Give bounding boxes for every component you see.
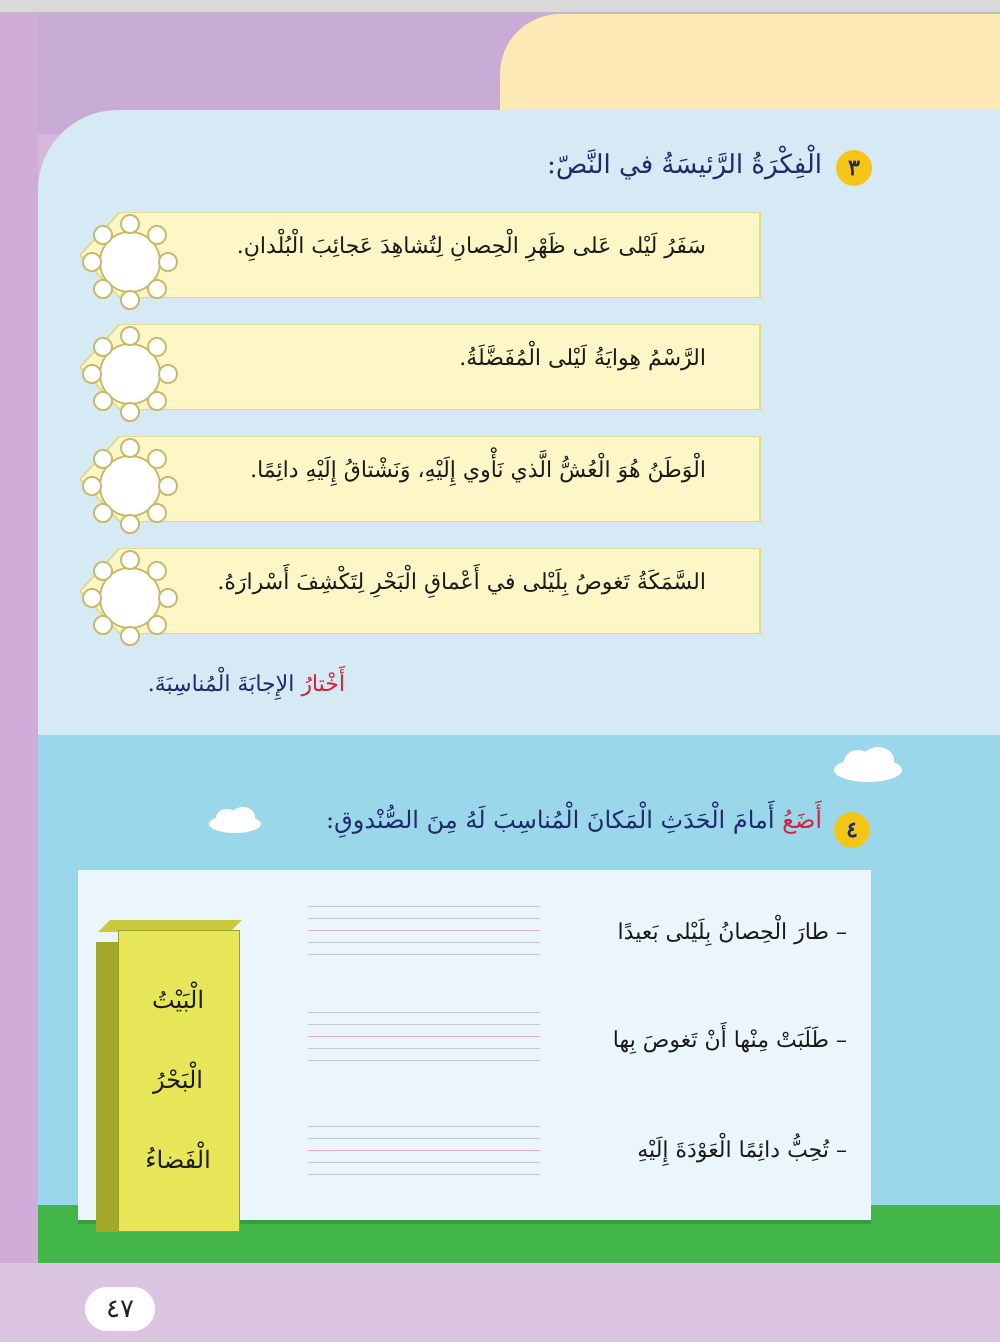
choose-instruction-rest: الإِجابَةَ الْمُناسِبَةَ.	[147, 672, 295, 697]
question-3-badge: ٣	[836, 150, 872, 186]
answer-line[interactable]	[308, 930, 540, 931]
places-box	[96, 920, 240, 1230]
top-bar	[0, 0, 1000, 14]
question-4-rest: أَمامَ الْحَدَثِ الْمَكانَ الْمُناسِبَ لَهُ مِنَ الصُّنْدوقِ:	[326, 806, 775, 834]
sun-checkbox-icon[interactable]	[80, 324, 180, 424]
question-4-title	[326, 806, 822, 834]
answer-option-3[interactable]	[80, 436, 800, 522]
question-4-badge: ٤	[834, 812, 870, 848]
answer-line[interactable]	[308, 1162, 540, 1163]
answer-line[interactable]	[308, 1060, 540, 1061]
event-item-2: – طَلَبَتْ مِنْها أَنْ تَغوصَ بِها	[612, 1028, 847, 1053]
sun-checkbox-icon[interactable]	[80, 212, 180, 312]
choose-instruction	[148, 672, 345, 697]
event-item-3: – تُحِبُّ دائِمًا الْعَوْدَةَ إِلَيْهِ	[637, 1138, 847, 1163]
box-side-face	[96, 942, 118, 1232]
answer-line[interactable]	[308, 1138, 540, 1139]
answer-line[interactable]	[308, 1174, 540, 1175]
answer-option-4-text: السَّمَكَةُ تَغوصُ بِلَيْلى في أَعْماقِ الْبَحْرِ لِتَكْشِفَ أَسْرارَهُ.	[217, 570, 706, 595]
event-item-1: – طارَ الْحِصانُ بِلَيْلى بَعيدًا	[617, 920, 847, 945]
answer-line[interactable]	[308, 906, 540, 907]
answer-line[interactable]	[308, 1150, 540, 1151]
section3-background	[38, 110, 1000, 735]
answer-line[interactable]	[308, 942, 540, 943]
answer-line[interactable]	[308, 1024, 540, 1025]
question-3-title: الْفِكْرَةُ الرَّئيسَةُ في النَّصّ:	[547, 150, 822, 180]
sun-checkbox-icon[interactable]	[80, 548, 180, 648]
box-word-house: الْبَيْتُ	[151, 986, 205, 1014]
answer-option-2[interactable]	[80, 324, 800, 410]
answer-line[interactable]	[308, 954, 540, 955]
box-word-sea: الْبَحْرُ	[153, 1066, 203, 1094]
left-margin-strip	[0, 14, 38, 1342]
answer-option-1-text: سَفَرُ لَيْلى عَلى ظَهْرِ الْحِصانِ لِتُشاهِدَ عَجائِبَ الْبُلْدانِ.	[236, 234, 706, 259]
answer-option-1[interactable]	[80, 212, 800, 298]
cloud-icon	[828, 742, 908, 786]
answer-line[interactable]	[308, 1048, 540, 1049]
page-number: ٤٧	[85, 1287, 155, 1331]
cloud-icon	[205, 804, 265, 838]
answer-line[interactable]	[308, 1036, 540, 1037]
answer-line[interactable]	[308, 1012, 540, 1013]
box-word-space: الْفَضاءُ	[145, 1146, 211, 1174]
choose-instruction-verb: أَخْتارُ	[301, 672, 345, 697]
answer-option-3-text: الْوَطَنُ هُوَ الْعُشُّ الَّذي نَأْوي إِلَيْهِ، وَنَشْتاقُ إِلَيْهِ دائِمًا.	[250, 458, 706, 483]
answer-option-4[interactable]	[80, 548, 800, 634]
answer-line[interactable]	[308, 918, 540, 919]
sun-checkbox-icon[interactable]	[80, 436, 180, 536]
answer-line[interactable]	[308, 1126, 540, 1127]
question-4-verb: أَضَعُ	[782, 806, 822, 834]
answer-option-2-text: الرَّسْمُ هِوايَةُ لَيْلى الْمُفَضَّلَةُ.	[459, 346, 706, 371]
